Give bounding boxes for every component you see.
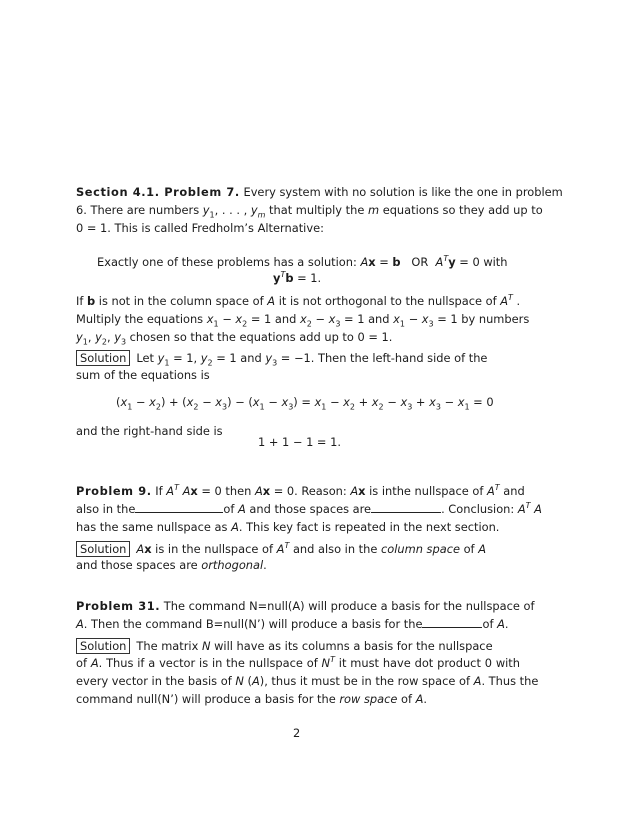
problem-7-solution-line-2: sum of the equations is [76,368,210,382]
rhs-equation: 1 + 1 − 1 = 1. [258,435,341,449]
page-number: 2 [293,726,301,740]
problem-7-intro: Section 4.1. Problem 7. Every system with no solution is like the one in problem 6. There are numbers $y_1$, . . . , $y_m$ that multiply the m equations so they add up to 0 = 1. This is called Fredholm’s Alternative: [76,185,563,235]
answer-blank-1[interactable] [135,500,223,513]
answer-blank-2[interactable] [371,500,441,513]
problem-31-statement: Problem 31. The command N=null(A) will produce a basis for the nullspace of A. Then the command B=null(N’) will produce a basis for the of A. [76,599,535,631]
problem-31-solution-line-1: Solution The matrix N will have as its columns a basis for the nullspace [76,637,493,655]
problem-7-heading: Section 4.1. Problem 7. [76,185,240,199]
problem-7-solution-line-1: Solution Let $y_1 = 1$, $y_2 = 1$ and $y_3 = -1$. Then the left-hand side of the [76,349,487,367]
problem-7-paragraph: If b is not in the column space of A it is not orthogonal to the nullspace of $A^T$ . Multiply the equations $x_1 - x_2 = 1$ and $x_2 - x_3 = 1$ and $x_1 - x_3 = 1$ by numbers $y_1$, $y_2$, $y_3$ chosen so that the equations add up to 0 = 1. [76,293,530,347]
problem-31-solution-body: of A. Thus if a vector is in the nullspace of $N^T$ it must have dot product 0 with every vector in the basis of N (A), thus it must be in the row space of A. Thus the command null(N’) will produce a basis for the row space of A. [76,655,539,706]
solution-label: Solution [76,638,130,654]
sum-equation: $(x_1 - x_2) + (x_2 - x_3) - (x_1 - x_3) = x_1 - x_2 + x_2 - x_3 + x_3 - x_1 = 0$ [116,395,494,412]
solution-label: Solution [76,350,130,366]
problem-9-statement: Problem 9. If $A^T$ Ax = 0 then Ax = 0. Reason: Ax is inthe nullspace of $A^T$ and also in the of A and those spaces are . Conclusion: $A^T$ A has the same nullspace as A. This key fact is repeated in the next section. [76,483,542,534]
problem-9-heading: Problem 9. [76,484,152,498]
solution-label: Solution [76,541,130,557]
problem-7-solution-line-3: and the right-hand side is [76,424,223,438]
answer-blank-3[interactable] [422,615,482,628]
problem-9-solution-line-2: and those spaces are orthogonal. [76,558,267,572]
problem-9-solution-line-1: Solution Ax is in the nullspace of $A^T$ and also in the column space of A [76,540,486,558]
problem-31-heading: Problem 31. [76,599,161,613]
alternative-statement: Exactly one of these problems has a solution: Ax = b OR $A^Ty = 0$ with [97,254,508,269]
alternative-condition: $y^Tb = 1$. [273,270,322,285]
